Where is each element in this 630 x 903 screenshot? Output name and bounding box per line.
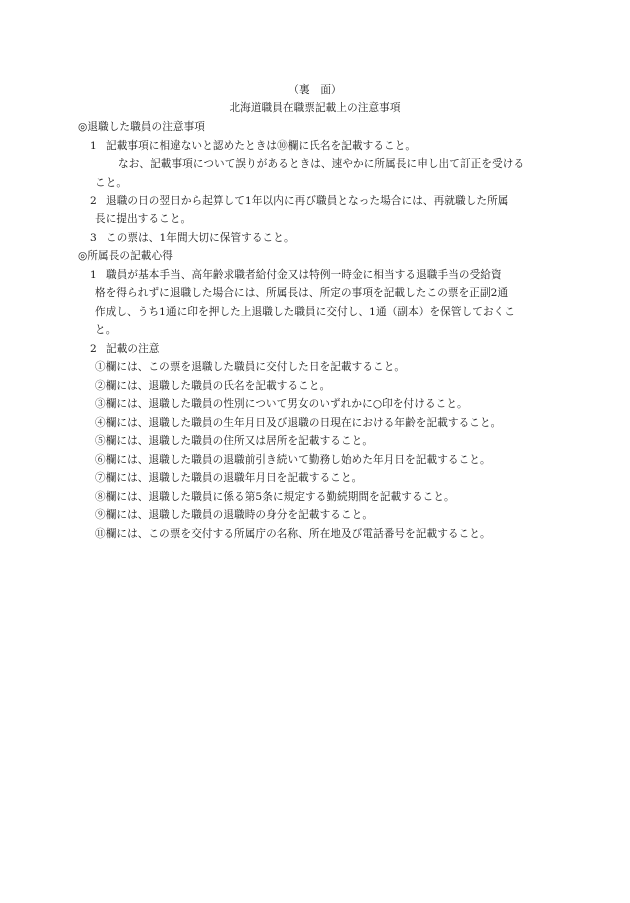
note-line: ③欄には、退職した職員の性別について男女のいずれかに○印を付けること。 <box>95 398 468 410</box>
employee-item1-number: 1 <box>90 140 97 152</box>
employee-item3-text-line1: この票は、1年間大切に保管すること。 <box>106 232 295 244</box>
head-item1-text-line1: 職員が基本手当、高年齢求職者給付金又は特例一時金に相当する退職手当の受給資 <box>106 269 502 281</box>
employee-item2-number: 2 <box>90 195 97 207</box>
employee-item2-text-line2: 長に提出すること。 <box>95 213 192 225</box>
page-title: 北海道職員在職票記載上の注意事項 <box>229 102 401 114</box>
employee-item1-text-line2: なお、記載事項について誤りがあるときは、速やかに所属長に申し出て訂正を受ける <box>118 158 525 170</box>
employee-item1-text-line1: 記載事項に相違ないと認めたときは⑩欄に氏名を記載すること。 <box>106 140 417 152</box>
head-item2-label: 記載の注意 <box>106 343 160 355</box>
section-head-heading: ◎所属長の記載心得 <box>78 250 173 262</box>
note-line: ⑥欄には、退職した職員の退職前引き続いて勤務し始めた年月日を記載すること。 <box>95 454 491 466</box>
section-employee-heading: ◎退職した職員の注意事項 <box>78 121 205 133</box>
note-line: ①欄には、この票を退職した職員に交付した日を記載すること。 <box>95 361 406 373</box>
note-line: ④欄には、退職した職員の生年月日及び退職の日現在における年齢を記載すること。 <box>95 417 502 429</box>
note-line: ⑦欄には、退職した職員の退職年月日を記載すること。 <box>95 472 363 484</box>
note-line: ⑨欄には、退職した職員の退職時の身分を記載すること。 <box>95 509 374 521</box>
note-line: ②欄には、退職した職員の氏名を記載すること。 <box>95 380 331 392</box>
employee-item3-number: 3 <box>90 232 97 244</box>
head-item1-text-line4: と。 <box>95 324 117 336</box>
employee-item2-text-line1: 退職の日の翌日から起算して1年以内に再び職員となった場合には、再就職した所属 <box>106 195 509 207</box>
note-line: ⑪欄には、この票を交付する所属庁の名称、所在地及び電話番号を記載すること。 <box>95 528 491 540</box>
head-item2-number: 2 <box>90 343 97 355</box>
head-item1-text-line2: 格を得られずに退職した場合には、所属長は、所定の事項を記載したこの票を正副2通 <box>95 287 509 299</box>
employee-item1-text-line3: こと。 <box>95 177 128 189</box>
head-item1-text-line3: 作成し、うち1通に印を押した上退職した職員に交付し、1通（副本）を保管しておくこ <box>95 306 516 318</box>
page-side-label: （裏 面） <box>288 84 342 96</box>
head-item1-number: 1 <box>90 269 97 281</box>
note-line: ⑤欄には、退職した職員の住所又は居所を記載すること。 <box>95 435 374 447</box>
note-line: ⑧欄には、退職した職員に係る第5条に規定する勤続期間を記載すること。 <box>95 491 455 503</box>
